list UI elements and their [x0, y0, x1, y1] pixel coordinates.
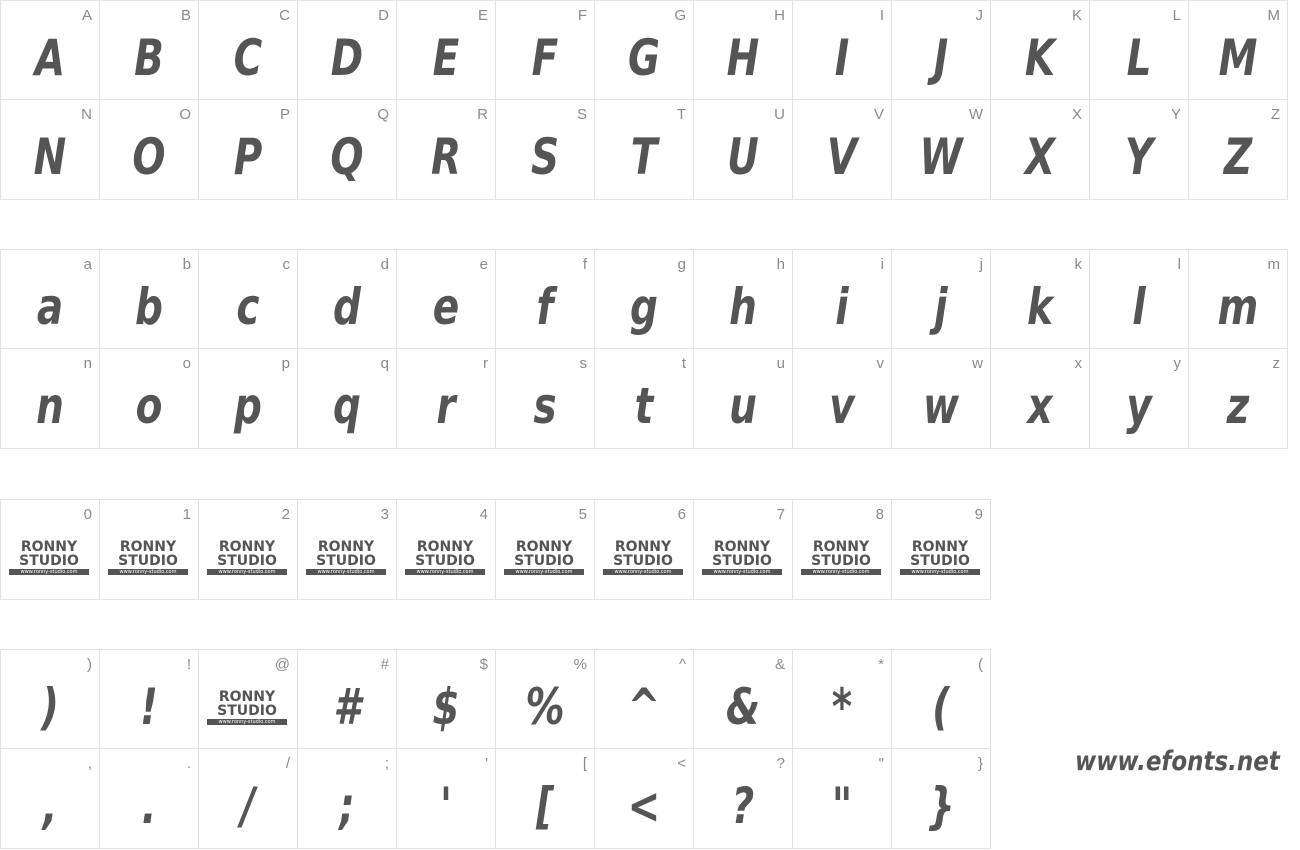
glyph-sample: K [1024, 29, 1056, 87]
glyph-sample: s [533, 377, 557, 435]
glyph-cell [594, 99, 694, 200]
glyph-key-label: O [179, 106, 191, 123]
glyph-key-label: U [774, 106, 785, 123]
glyph-cell [891, 499, 991, 600]
glyph-sample: , [42, 777, 58, 835]
glyph-cell [594, 348, 694, 449]
glyph-cell [297, 249, 397, 350]
glyph-key-label: c [282, 256, 290, 273]
glyph-sample: n [36, 377, 64, 435]
glyph-cell [396, 499, 496, 600]
logo-line-ronny: RONNY [119, 539, 177, 555]
ronny-studio-logo [405, 540, 485, 575]
glyph-sample: ) [41, 678, 59, 736]
glyph-key-label: T [676, 106, 686, 123]
glyph-key-label: ' [485, 755, 488, 772]
glyph-cell [594, 0, 694, 101]
glyph-cell [297, 649, 397, 750]
glyph-cell [594, 249, 694, 350]
glyph-cell [891, 99, 991, 200]
logo-line-studio: STUDIO [910, 553, 970, 569]
glyph-sample: X [1024, 128, 1056, 186]
glyph-cell [1089, 99, 1189, 200]
ronny-studio-logo [207, 690, 287, 725]
glyph-sample: v [829, 377, 855, 435]
glyph-cell [396, 0, 496, 101]
glyph-key-label: 9 [974, 506, 983, 523]
glyph-cell [1188, 249, 1288, 350]
uppercase-row-1 [0, 0, 1288, 101]
glyph-key-label: o [182, 355, 191, 372]
ronny-studio-logo [9, 540, 89, 575]
glyph-key-label: D [378, 7, 389, 24]
glyph-key-label: " [878, 755, 884, 772]
glyph-cell [0, 348, 100, 449]
ronny-studio-logo [702, 540, 782, 575]
glyph-sample: ! [140, 678, 158, 736]
glyph-cell [495, 249, 595, 350]
glyph-cell [99, 249, 199, 350]
glyph-sample: D [330, 29, 364, 87]
logo-line-ronny: RONNY [614, 539, 672, 555]
ronny-studio-logo [603, 540, 683, 575]
glyph-key-label: x [1074, 355, 1082, 372]
glyph-key-label: 0 [83, 506, 92, 523]
logo-line-ronny: RONNY [713, 539, 771, 555]
glyph-sample: C [233, 29, 263, 87]
glyph-key-label: R [477, 106, 488, 123]
glyph-key-label: K [1071, 7, 1082, 24]
glyph-cell [1188, 0, 1288, 101]
glyph-cell [396, 99, 496, 200]
glyph-key-label: s [579, 355, 587, 372]
glyph-sample: a [36, 278, 64, 336]
glyph-key-label: N [81, 106, 92, 123]
glyph-key-label: q [380, 355, 389, 372]
glyph-key-label: d [380, 256, 389, 273]
glyph-sample: f [536, 278, 554, 336]
glyph-key-label: A [81, 7, 92, 24]
glyph-sample: < [627, 777, 661, 835]
glyph-sample: g [630, 278, 658, 336]
glyph-key-label: k [1074, 256, 1082, 273]
glyph-cell [594, 649, 694, 750]
glyph-cell [198, 499, 298, 600]
glyph-cell [891, 748, 991, 849]
logo-line-ronny: RONNY [812, 539, 870, 555]
glyph-cell [693, 499, 793, 600]
glyph-cell [1089, 0, 1189, 101]
glyph-cell [198, 649, 298, 750]
digits-row [0, 499, 991, 600]
glyph-key-label: J [975, 7, 983, 24]
glyph-key-label: Z [1270, 106, 1280, 123]
glyph-key-label: 3 [380, 506, 389, 523]
symbols-row-1 [0, 649, 991, 750]
glyph-key-label: y [1173, 355, 1181, 372]
glyph-sample: y [1126, 377, 1152, 435]
glyph-cell [693, 348, 793, 449]
glyph-key-label: . [186, 755, 191, 772]
glyph-cell [495, 99, 595, 200]
glyph-cell [891, 0, 991, 101]
logo-line-url: www.ronny-studio.com [108, 569, 188, 575]
glyph-key-label: p [281, 355, 290, 372]
glyph-sample: p [234, 377, 262, 435]
glyph-cell [396, 649, 496, 750]
glyph-sample: E [432, 29, 460, 87]
glyph-sample: ' [440, 777, 452, 835]
glyph-sample: J [933, 29, 949, 87]
glyph-key-label: $ [479, 656, 488, 673]
glyph-key-label: r [483, 355, 488, 372]
lowercase-row-2 [0, 348, 1288, 449]
logo-line-studio: STUDIO [613, 553, 673, 569]
glyph-cell [297, 0, 397, 101]
glyph-sample: ( [932, 678, 950, 736]
glyph-key-label: a [83, 256, 92, 273]
glyph-key-label: ( [978, 656, 983, 673]
glyph-key-label: < [677, 755, 686, 772]
glyph-cell [396, 748, 496, 849]
glyph-sample: U [727, 128, 759, 186]
glyph-sample: b [135, 278, 163, 336]
glyph-key-label: b [182, 256, 191, 273]
glyph-cell [990, 348, 1090, 449]
logo-line-ronny: RONNY [20, 539, 78, 555]
glyph-key-label: , [87, 755, 92, 772]
glyph-key-label: h [776, 256, 785, 273]
glyph-cell [693, 0, 793, 101]
glyph-sample: V [826, 128, 858, 186]
logo-line-studio: STUDIO [217, 703, 277, 719]
glyph-cell [0, 99, 100, 200]
glyph-key-label: g [677, 256, 686, 273]
glyph-key-label: i [880, 256, 884, 273]
glyph-sample: * [831, 678, 853, 736]
glyph-sample: t [634, 377, 654, 435]
glyph-cell [495, 0, 595, 101]
glyph-sample: O [132, 128, 166, 186]
glyph-cell [1188, 99, 1288, 200]
glyph-key-label: ! [186, 656, 191, 673]
glyph-sample: $ [432, 678, 460, 736]
glyph-cell [198, 0, 298, 101]
logo-line-url: www.ronny-studio.com [702, 569, 782, 575]
glyph-sample: d [333, 278, 361, 336]
glyph-cell [495, 649, 595, 750]
glyph-sample: N [33, 128, 67, 186]
glyph-cell [198, 249, 298, 350]
glyph-key-label: ^ [678, 656, 686, 673]
glyph-sample: I [834, 29, 850, 87]
glyph-sample: " [831, 777, 853, 835]
glyph-sample: e [432, 278, 460, 336]
glyph-cell [594, 499, 694, 600]
logo-line-ronny: RONNY [515, 539, 573, 555]
glyph-sample: G [627, 29, 661, 87]
glyph-key-label: W [968, 106, 983, 123]
symbols-row-2 [0, 748, 991, 849]
glyph-sample: ? [731, 777, 755, 835]
glyph-key-label: v [876, 355, 884, 372]
glyph-cell [792, 348, 892, 449]
glyph-key-label: Y [1170, 106, 1181, 123]
glyph-sample: B [134, 29, 164, 87]
glyph-cell [990, 99, 1090, 200]
glyph-sample: % [525, 678, 565, 736]
glyph-sample: F [531, 29, 559, 87]
ronny-studio-logo [900, 540, 980, 575]
glyph-cell [891, 649, 991, 750]
glyph-key-label: ; [384, 755, 389, 772]
logo-line-url: www.ronny-studio.com [306, 569, 386, 575]
lowercase-row-1 [0, 249, 1288, 350]
glyph-key-label: 4 [479, 506, 488, 523]
glyph-cell [1089, 348, 1189, 449]
logo-line-url: www.ronny-studio.com [405, 569, 485, 575]
glyph-sample: q [333, 377, 361, 435]
glyph-sample: x [1027, 377, 1053, 435]
glyph-cell [99, 499, 199, 600]
glyph-key-label: ) [87, 656, 92, 673]
glyph-cell [495, 499, 595, 600]
glyph-sample: # [333, 678, 361, 736]
logo-line-studio: STUDIO [19, 553, 79, 569]
glyph-key-label: z [1272, 355, 1280, 372]
glyph-sample: m [1217, 278, 1259, 336]
glyph-cell [792, 99, 892, 200]
glyph-sample: j [934, 278, 948, 336]
glyph-cell [0, 249, 100, 350]
glyph-sample: k [1027, 278, 1053, 336]
glyph-sample: P [233, 128, 263, 186]
ronny-studio-logo [207, 540, 287, 575]
glyph-cell [198, 348, 298, 449]
glyph-key-label: 7 [776, 506, 785, 523]
uppercase-row-2 [0, 99, 1288, 200]
glyph-key-label: } [977, 755, 983, 772]
glyph-sample: H [726, 29, 760, 87]
glyph-cell [0, 499, 100, 600]
logo-line-ronny: RONNY [317, 539, 375, 555]
logo-line-url: www.ronny-studio.com [207, 719, 287, 725]
logo-line-studio: STUDIO [514, 553, 574, 569]
glyph-sample: R [430, 128, 462, 186]
ronny-studio-logo [306, 540, 386, 575]
glyph-key-label: w [972, 355, 983, 372]
glyph-sample: S [530, 128, 560, 186]
glyph-cell [990, 0, 1090, 101]
glyph-cell [792, 249, 892, 350]
glyph-key-label: n [83, 355, 92, 372]
glyph-sample: l [1132, 278, 1146, 336]
glyph-key-label: I [879, 7, 884, 24]
logo-line-ronny: RONNY [416, 539, 474, 555]
logo-line-url: www.ronny-studio.com [504, 569, 584, 575]
glyph-key-label: u [776, 355, 785, 372]
glyph-sample: T [630, 128, 658, 186]
logo-line-url: www.ronny-studio.com [9, 569, 89, 575]
logo-line-studio: STUDIO [415, 553, 475, 569]
glyph-sample: h [729, 278, 757, 336]
logo-line-url: www.ronny-studio.com [207, 569, 287, 575]
glyph-cell [1089, 249, 1189, 350]
glyph-sample: . [141, 777, 157, 835]
glyph-sample: Z [1223, 128, 1253, 186]
logo-line-ronny: RONNY [218, 539, 276, 555]
glyph-key-label: ? [776, 755, 785, 772]
glyph-cell [990, 249, 1090, 350]
glyph-key-label: G [674, 7, 686, 24]
glyph-cell [891, 348, 991, 449]
glyph-sample: M [1218, 29, 1258, 87]
glyph-cell [792, 499, 892, 600]
glyph-cell [792, 0, 892, 101]
glyph-cell [0, 748, 100, 849]
glyph-key-label: @ [274, 656, 290, 673]
glyph-sample: W [919, 128, 963, 186]
glyph-key-label: M [1267, 7, 1280, 24]
glyph-sample: w [922, 377, 960, 435]
logo-line-studio: STUDIO [316, 553, 376, 569]
glyph-cell [99, 0, 199, 101]
glyph-sample: r [436, 377, 456, 435]
glyph-key-label: P [279, 106, 290, 123]
glyph-key-label: l [1177, 256, 1181, 273]
glyph-sample: A [34, 29, 66, 87]
glyph-key-label: [ [582, 755, 587, 772]
glyph-cell [495, 748, 595, 849]
glyph-cell [0, 649, 100, 750]
glyph-sample: L [1126, 29, 1152, 87]
glyph-key-label: 1 [182, 506, 191, 523]
glyph-sample: & [725, 678, 761, 736]
logo-line-ronny: RONNY [911, 539, 969, 555]
glyph-key-label: L [1172, 7, 1181, 24]
logo-line-studio: STUDIO [217, 553, 277, 569]
glyph-cell [396, 348, 496, 449]
glyph-sample: o [135, 377, 163, 435]
glyph-key-label: # [380, 656, 389, 673]
glyph-key-label: C [279, 7, 290, 24]
glyph-key-label: H [774, 7, 785, 24]
glyph-key-label: 8 [875, 506, 884, 523]
logo-line-url: www.ronny-studio.com [801, 569, 881, 575]
ronny-studio-logo [801, 540, 881, 575]
glyph-sample: c [236, 278, 260, 336]
glyph-cell [792, 748, 892, 849]
glyph-cell [594, 748, 694, 849]
glyph-key-label: Q [377, 106, 389, 123]
glyph-cell [693, 748, 793, 849]
glyph-cell [99, 348, 199, 449]
glyph-cell [198, 99, 298, 200]
glyph-key-label: / [285, 755, 290, 772]
glyph-sample: Q [330, 128, 364, 186]
glyph-cell [99, 99, 199, 200]
glyph-cell [198, 748, 298, 849]
glyph-sample: i [835, 278, 849, 336]
glyph-key-label: e [479, 256, 488, 273]
glyph-sample: / [240, 777, 256, 835]
glyph-key-label: & [774, 656, 785, 673]
glyph-sample: ^ [627, 678, 661, 736]
glyph-cell [297, 748, 397, 849]
glyph-cell [891, 249, 991, 350]
glyph-cell [1188, 348, 1288, 449]
logo-line-studio: STUDIO [712, 553, 772, 569]
glyph-key-label: f [582, 256, 587, 273]
glyph-cell [693, 649, 793, 750]
glyph-sample: } [927, 777, 955, 835]
glyph-sample: ; [339, 777, 355, 835]
glyph-sample: [ [536, 777, 554, 835]
glyph-cell [792, 649, 892, 750]
glyph-key-label: t [681, 355, 686, 372]
glyph-key-label: F [577, 7, 587, 24]
glyph-sample: z [1226, 377, 1250, 435]
logo-line-studio: STUDIO [811, 553, 871, 569]
glyph-key-label: 2 [281, 506, 290, 523]
glyph-key-label: 6 [677, 506, 686, 523]
glyph-key-label: S [576, 106, 587, 123]
glyph-key-label: 5 [578, 506, 587, 523]
glyph-key-label: * [878, 656, 884, 673]
glyph-cell [396, 249, 496, 350]
glyph-cell [297, 99, 397, 200]
glyph-key-label: V [873, 106, 884, 123]
ronny-studio-logo [504, 540, 584, 575]
glyph-sample: u [729, 377, 757, 435]
logo-line-studio: STUDIO [118, 553, 178, 569]
glyph-cell [693, 99, 793, 200]
ronny-studio-logo [108, 540, 188, 575]
glyph-key-label: m [1267, 256, 1280, 273]
glyph-key-label: % [573, 656, 587, 673]
glyph-key-label: E [477, 7, 488, 24]
logo-line-url: www.ronny-studio.com [603, 569, 683, 575]
glyph-cell [99, 748, 199, 849]
glyph-key-label: X [1071, 106, 1082, 123]
glyph-key-label: B [180, 7, 191, 24]
glyph-cell [495, 348, 595, 449]
glyph-cell [99, 649, 199, 750]
glyph-cell [693, 249, 793, 350]
glyph-cell [297, 499, 397, 600]
logo-line-ronny: RONNY [218, 689, 276, 705]
watermark-text: www.efonts.net [1075, 746, 1280, 777]
glyph-cell [297, 348, 397, 449]
glyph-cell [0, 0, 100, 101]
glyph-sample: Y [1124, 128, 1154, 186]
logo-line-url: www.ronny-studio.com [900, 569, 980, 575]
glyph-key-label: j [979, 256, 983, 273]
